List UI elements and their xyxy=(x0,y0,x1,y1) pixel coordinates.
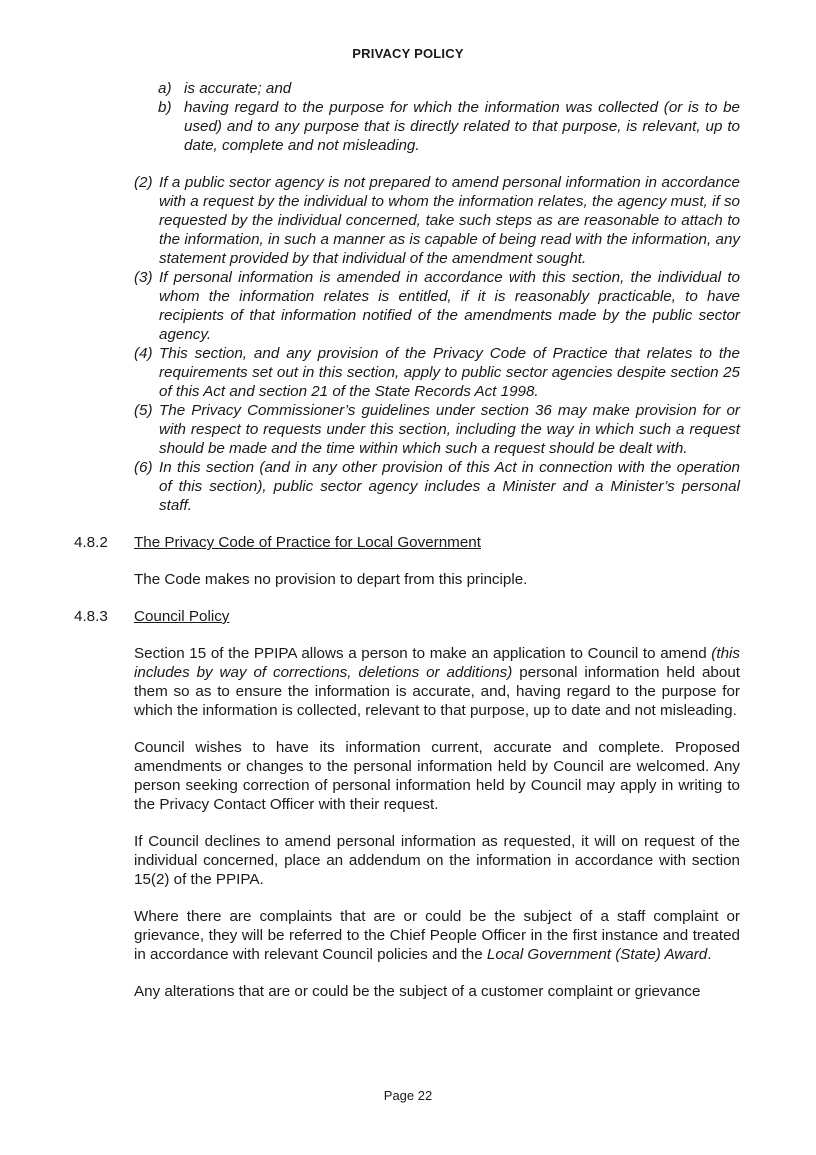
lettered-list xyxy=(158,79,740,155)
paragraph-text: . xyxy=(707,946,712,963)
paragraph-text: Section 15 of the PPIPA allows a person to make an application to Council to amend xyxy=(134,645,712,662)
section-4-8-3 xyxy=(0,607,816,626)
page-header-title: PRIVACY POLICY xyxy=(352,46,464,61)
subsection-item xyxy=(134,268,740,344)
page-number: Page 22 xyxy=(383,1088,433,1103)
subsection-item xyxy=(134,401,740,458)
subsection-item xyxy=(134,458,740,515)
paragraph: If Council declines to amend personal information as requested, it will on request of the individual concerned, place an addendum on the information in accordance with section 15(2) of the PPIPA. xyxy=(134,833,740,888)
paragraph: Any alterations that are or could be the subject of a customer complaint or grievance xyxy=(134,983,701,1000)
subsection-text: If personal information is amended in accordance with this section, the individual to whom the information relates is entitled, if it is reasonably practicable, to have recipients of that information notified of the amendments made by the public sector agency. xyxy=(159,269,740,343)
section-number: 4.8.3 xyxy=(74,608,108,625)
subsection-text: This section, and any provision of the Privacy Code of Practice that relates to the requirements set out in this section, apply to public sector agencies despite section 25 of this Act and section 21 of the State Records Act 1998. xyxy=(159,345,740,400)
subsection-marker: (3) xyxy=(134,269,153,286)
list-item xyxy=(158,98,740,155)
list-marker: b) xyxy=(158,99,172,116)
paragraph-text: Where there are complaints that are or could be the subject of a staff complaint or grievance, they will be referred to the Chief People Officer in the first instance and treated in accordance with relevant Council policies and the xyxy=(134,908,740,963)
paragraph xyxy=(134,644,740,720)
subsection-marker: (5) xyxy=(134,402,153,419)
list-item-text: is accurate; and xyxy=(184,80,292,97)
page-content xyxy=(0,79,816,1001)
subsection-item xyxy=(134,344,740,401)
subsection-marker: (4) xyxy=(134,345,153,362)
subsection-item xyxy=(134,173,740,268)
subsection-text: If a public sector agency is not prepared to amend personal information in accordance with a request by the individual to whom the information relates, the agency must, if so requested by the individual concerned, take such steps as are reasonable to attach to the information, in such a manner as is capable of being read with the information, any statement provided by that individual of the amendment sought. xyxy=(159,174,740,267)
list-marker: a) xyxy=(158,80,172,97)
list-item xyxy=(158,79,740,98)
section-number: 4.8.2 xyxy=(74,534,108,551)
subsection-marker: (2) xyxy=(134,174,153,191)
section-heading: Council Policy xyxy=(134,608,230,625)
subsection-text: In this section (and in any other provision of this Act in connection with the operation of this section), public sector agency includes a Minister and a Minister’s personal staff. xyxy=(159,459,740,514)
paragraph-emphasis: Local Government (State) Award xyxy=(486,946,708,963)
list-item-text: having regard to the purpose for which the information was collected (or is to be used) and to any purpose that is directly related to that purpose, is relevant, up to date, complete and not misleading. xyxy=(184,99,740,154)
paragraph-text: personal information held about them so as to ensure the information is accurate, and, having regard to the purpose for which the information is collected, relevant to that purpose, up to date and not misleading. xyxy=(134,664,740,719)
paragraph-emphasis: (this includes by way of corrections, deletions or additions) xyxy=(134,645,740,681)
paragraph: The Code makes no provision to depart from this principle. xyxy=(134,571,528,588)
section-heading: The Privacy Code of Practice for Local Government xyxy=(134,534,481,551)
subsection-marker: (6) xyxy=(134,459,153,476)
subsection-text: The Privacy Commissioner’s guidelines under section 36 may make provision for or with respect to requests under this section, including the way in which such a request should be made and the time within which such a request should be dealt with. xyxy=(159,402,740,457)
paragraph xyxy=(134,907,740,964)
paragraph: Council wishes to have its information current, accurate and complete. Proposed amendments or changes to the personal information held by Council are welcomed. Any person seeking correction of personal information held by Council may apply in writing to the Privacy Contact Officer with their request. xyxy=(134,739,740,813)
subsection-list xyxy=(134,173,740,515)
section-4-8-2 xyxy=(0,533,816,552)
